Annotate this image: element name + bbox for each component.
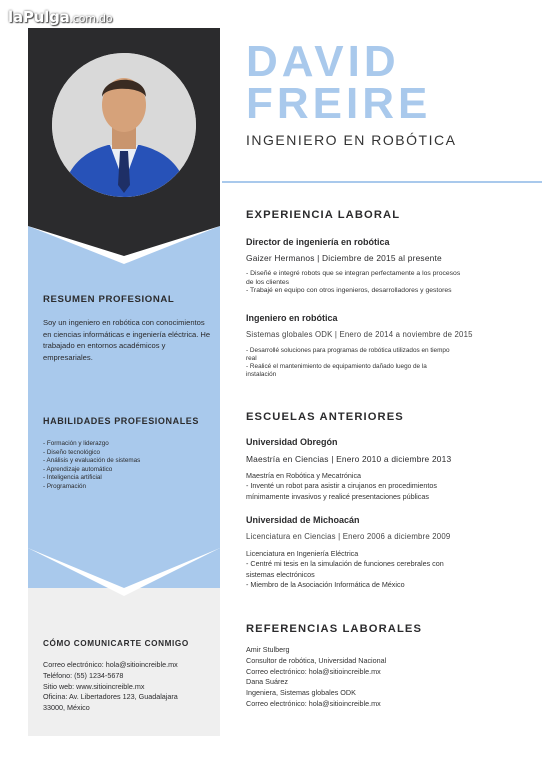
skills-title: HABILIDADES PROFESIONALES xyxy=(43,416,200,426)
school-details xyxy=(246,471,496,502)
skill-item: - Formación y liderazgo xyxy=(43,440,109,447)
contact-block xyxy=(43,660,215,714)
skill-item: - Diseño tecnológico xyxy=(43,448,101,456)
references-title: REFERENCIAS LABORALES xyxy=(246,623,423,635)
skill-item: - Inteligencia artificial xyxy=(43,474,102,482)
job-bullet: real xyxy=(246,355,257,362)
job-bullets xyxy=(246,270,496,296)
first-name: DAVID xyxy=(246,37,400,86)
reference-line: Amir Stulberg xyxy=(246,645,290,654)
profile-photo xyxy=(52,53,196,197)
job-bullet: de los clientes xyxy=(246,278,290,286)
job-bullet: - Realicé el mantenimiento de equipamiento dañado luego de la xyxy=(246,363,427,370)
school-line: - Miembro de la Asociación Informática de México xyxy=(246,580,405,590)
reference-line: Correo electrónico: hola@sitioincreible.mx xyxy=(246,666,381,676)
skill-item: - Análisis y evaluación de sistemas xyxy=(43,457,141,465)
job-bullet: - Trabajé en equipo con otros ingenieros, desarrolladores y gestores xyxy=(246,287,452,294)
job-bullet: - Desarrollé soluciones para programas de robótica utilizados en tiempo xyxy=(246,347,450,354)
school-meta: Maestría en Ciencias | Enero 2010 a diciembre 2013 xyxy=(246,454,452,464)
reference-line: Dana Suárez xyxy=(246,677,288,687)
summary-text: Soy un ingeniero en robótica con conocimientos en ciencias informáticas e ingeniería eléctrica. He trabajado en entornos académicos y empresariales. xyxy=(43,318,211,362)
contact-email: Correo electrónico: hola@sitioincreible.mx xyxy=(43,660,178,669)
school-line: - Inventé un robot para asistir a cirujanos en procedimientos xyxy=(246,481,437,491)
last-name: FREIRE xyxy=(246,79,432,128)
job-bullets xyxy=(246,347,496,379)
watermark-brand: laPulga xyxy=(8,8,70,26)
contact-title: CÓMO COMUNICARTE CONMIGO xyxy=(43,639,189,648)
contact-website: Sitio web: www.sitioincreible.mx xyxy=(43,681,145,691)
sidebar-blue-panel xyxy=(28,226,220,588)
job-meta: Gaizer Hermanos | Diciembre de 2015 al presente xyxy=(246,253,442,263)
reference-line: Correo electrónico: hola@sitioincreible.mx xyxy=(246,698,381,708)
references-block xyxy=(246,645,496,710)
school-line: - Centré mi tesis en la simulación de funciones cerebrales con xyxy=(246,559,444,569)
skill-item: - Programación xyxy=(43,482,87,490)
sidebar xyxy=(28,28,220,736)
reference-line: Ingeniera, Sistemas globales ODK xyxy=(246,688,356,698)
school-meta: Licenciatura en Ciencias | Enero 2006 a diciembre 2009 xyxy=(246,532,451,541)
watermark-domain: .com.do xyxy=(69,12,113,25)
contact-phone: Teléfono: (55) 1234-5678 xyxy=(43,670,124,680)
portrait-illustration xyxy=(52,53,196,197)
job-bullet: instalación xyxy=(246,371,277,378)
sidebar-lower-chevron xyxy=(28,548,220,588)
site-watermark xyxy=(8,8,112,26)
sidebar-upper-chevron xyxy=(28,226,220,256)
summary-title: RESUMEN PROFESIONAL xyxy=(43,294,175,305)
school-details xyxy=(246,549,496,591)
header-divider xyxy=(222,181,542,183)
job-bullet: - Diseñé e integré robots que se integran perfectamente a los procesos xyxy=(246,270,461,277)
reference-line: Consultor de robótica, Universidad Nacional xyxy=(246,655,387,665)
contact-office-city: 33000, México xyxy=(43,703,90,713)
school-line: Licenciatura en Ingeniería Eléctrica xyxy=(246,549,359,558)
school-name: Universidad de Michoacán xyxy=(246,515,360,525)
contact-office: Oficina: Av. Libertadores 123, Guadalajara xyxy=(43,692,178,702)
job-subtitle: INGENIERO EN ROBÓTICA xyxy=(246,132,457,148)
skills-list xyxy=(43,440,140,492)
job-role: Ingeniero en robótica xyxy=(246,313,338,323)
school-line: sistemas electrónicos xyxy=(246,569,315,579)
skill-item: - Aprendizaje automático xyxy=(43,465,113,473)
school-line: mínimamente invasivos y realicé presentaciones públicas xyxy=(246,491,429,501)
school-name: Universidad Obregón xyxy=(246,437,338,447)
job-meta: Sistemas globales ODK | Enero de 2014 a noviembre de 2015 xyxy=(246,330,473,339)
job-role: Director de ingeniería en robótica xyxy=(246,237,390,247)
experience-title: EXPERIENCIA LABORAL xyxy=(246,209,401,221)
education-title: ESCUELAS ANTERIORES xyxy=(246,411,404,423)
school-line: Maestría en Robótica y Mecatrónica xyxy=(246,471,362,480)
